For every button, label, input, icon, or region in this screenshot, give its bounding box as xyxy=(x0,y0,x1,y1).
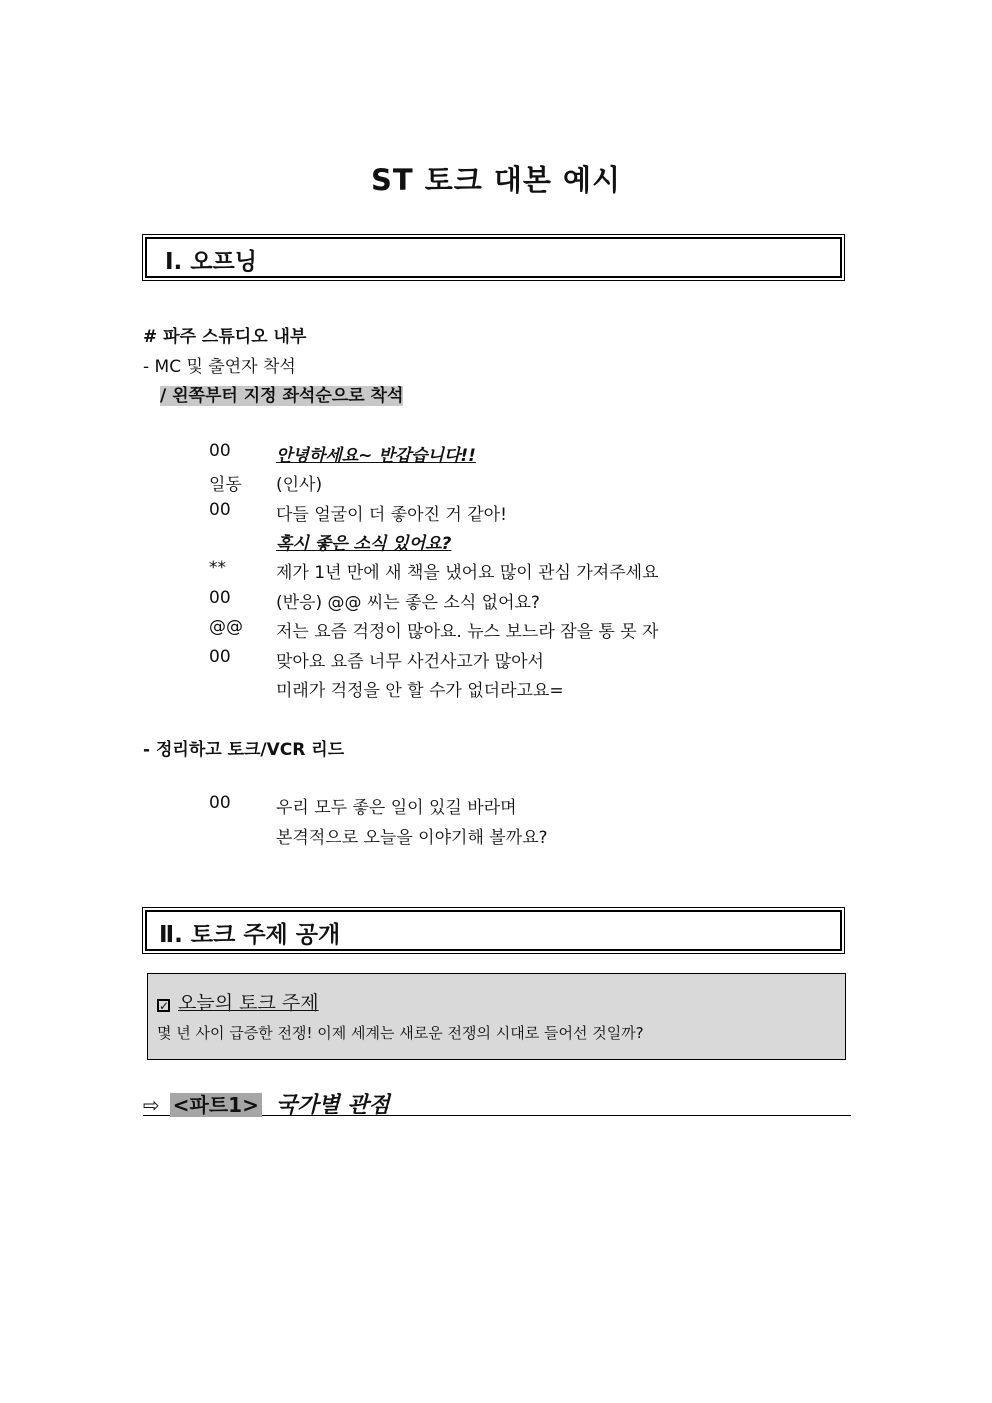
dialogue-line: 혹시 좋은 소식 있어요? xyxy=(276,534,452,554)
part-heading xyxy=(143,1088,851,1116)
section-heading-opening: Ⅰ. 오프닝 xyxy=(165,249,257,275)
dialogue-line: 안녕하세요~ 반갑습니다!! xyxy=(276,446,476,466)
stage-note-seat-order xyxy=(160,381,403,406)
dialogue-line: (반응) @@ 씨는 좋은 소식 없어요? xyxy=(276,593,540,613)
dialogue-line: 맞아요 요즘 너무 사건사고가 많아서 xyxy=(276,652,544,672)
topic-heading-text: 오늘의 토크 주제 xyxy=(178,992,319,1014)
dialogue-line: 미래가 걱정을 안 할 수가 없더라고요= xyxy=(276,681,564,701)
dialogue-line: 다들 얼굴이 더 좋아진 거 같아! xyxy=(276,505,507,525)
speaker-label: 00 xyxy=(209,793,231,813)
part-tag: <파트1> xyxy=(170,1093,262,1117)
speaker-label: 00 xyxy=(209,647,231,667)
dialogue-line: 제가 1년 만에 새 책을 냈어요 많이 관심 가져주세요 xyxy=(276,563,659,583)
speaker-label: ** xyxy=(209,558,226,578)
topic-box xyxy=(147,973,846,1060)
arrow-right-icon: ⇨ xyxy=(143,1093,160,1117)
dialogue-line: 본격적으로 오늘을 이야기해 볼까요? xyxy=(276,828,548,848)
stage-note-lead: - 정리하고 토크/VCR 리드 xyxy=(143,740,345,760)
topic-description: 몇 년 사이 급증한 전쟁! 이제 세계는 새로운 전쟁의 시대로 들어선 것일까? xyxy=(157,1024,644,1042)
dialogue-line: 저는 요즘 걱정이 많아요. 뉴스 보느라 잠을 통 못 자 xyxy=(276,622,659,642)
scene-heading: # 파주 스튜디오 내부 xyxy=(143,327,307,347)
document-title: ST 토크 대본 예시 xyxy=(370,163,622,197)
speaker-label: @@ xyxy=(209,617,243,637)
speaker-label: 00 xyxy=(209,441,231,461)
dialogue-line: 우리 모두 좋은 일이 있길 바라며 xyxy=(276,798,517,818)
section-heading-box-opening xyxy=(145,237,842,278)
stage-note-seating: - MC 및 출연자 착석 xyxy=(143,357,296,377)
part-title: 국가별 관점 xyxy=(275,1093,390,1118)
checkbox-icon: ✓ xyxy=(159,999,170,1013)
speaker-label: 00 xyxy=(209,500,231,520)
highlighted-note: / 왼쪽부터 지정 좌석순으로 착석 xyxy=(160,386,404,406)
topic-heading xyxy=(157,988,319,1015)
section-heading-topic: Ⅱ. 토크 주제 공개 xyxy=(159,922,341,948)
speaker-label: 00 xyxy=(209,588,231,608)
speaker-label: 일동 xyxy=(209,475,242,495)
section-heading-box-topic xyxy=(145,910,842,951)
dialogue-line: (인사) xyxy=(276,475,323,495)
